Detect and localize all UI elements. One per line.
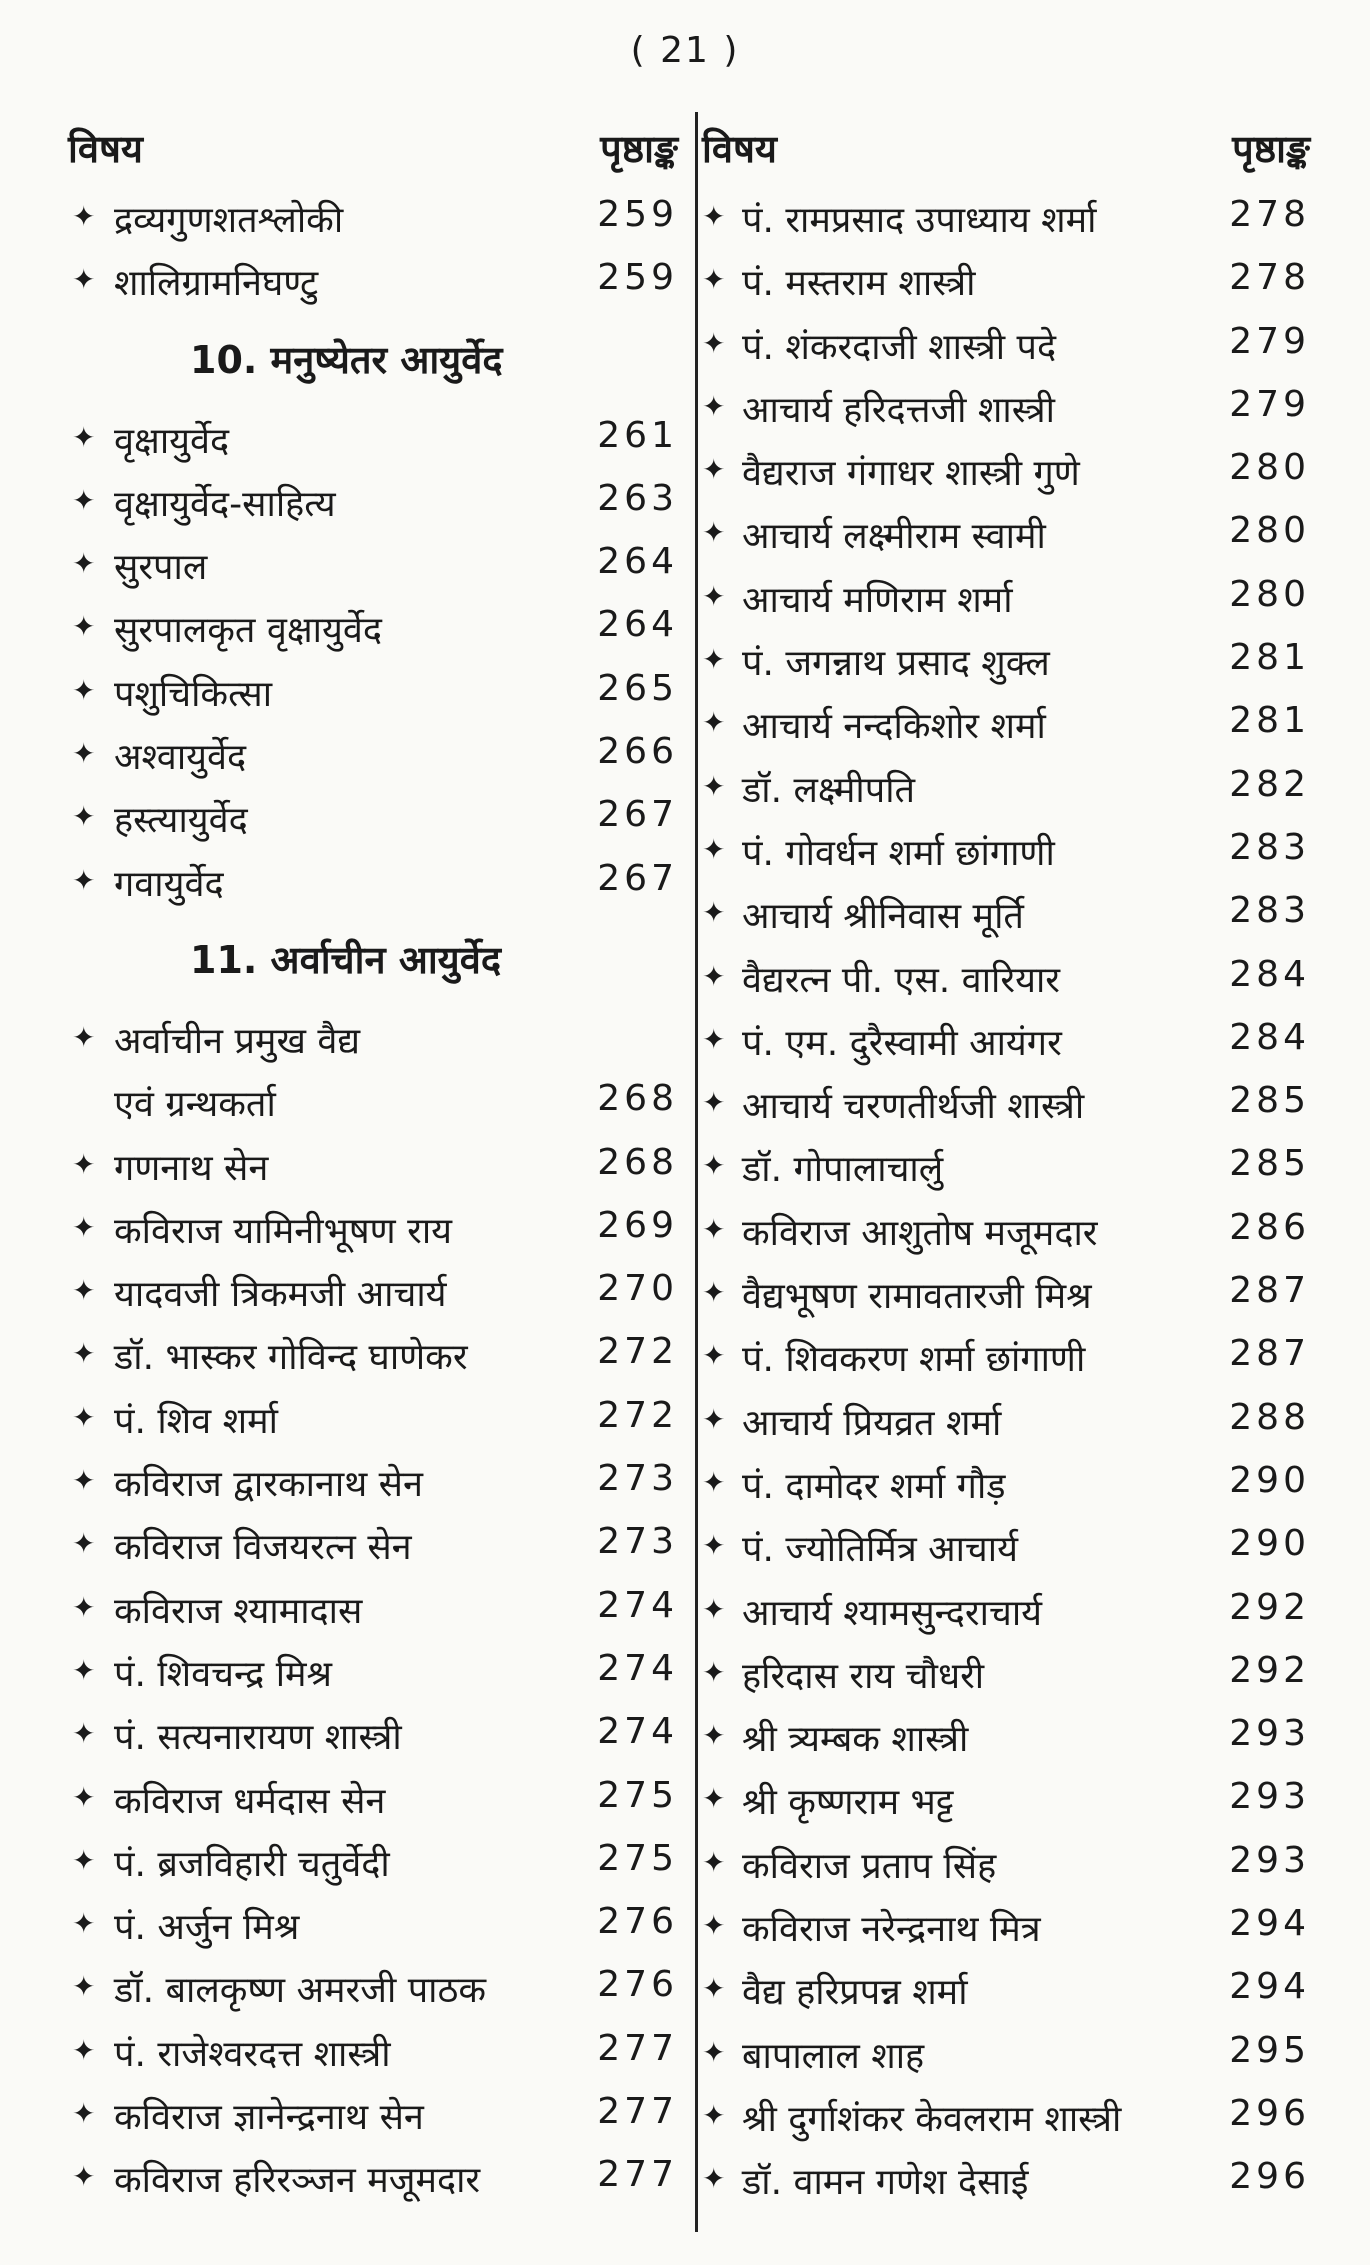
toc-entry bbox=[68, 1389, 678, 1452]
bullet-star-icon: ✦ bbox=[702, 1149, 726, 1183]
entry-page-number: 264 bbox=[597, 541, 678, 583]
entry-title: अश्वायुर्वेद bbox=[114, 737, 247, 779]
bullet-star-icon: ✦ bbox=[72, 2160, 96, 2194]
bullet-star-icon: ✦ bbox=[702, 1212, 726, 1246]
toc-entry bbox=[68, 188, 678, 251]
toc-entry bbox=[700, 884, 1310, 947]
toc-entry bbox=[700, 1834, 1310, 1897]
bullet-star-icon: ✦ bbox=[702, 896, 726, 930]
entry-title: पं. शिवकरण शर्मा छांगाणी bbox=[742, 1339, 1086, 1381]
entry-title: आचार्य श्रीनिवास मूर्ति bbox=[742, 896, 1024, 938]
entry-page-number: 270 bbox=[597, 1268, 678, 1310]
entry-title: एवं ग्रन्थकर्ता bbox=[114, 1084, 276, 1126]
right-column-header bbox=[700, 118, 1310, 188]
column-divider bbox=[695, 112, 698, 2232]
toc-entry bbox=[68, 788, 678, 851]
bullet-star-icon: ✦ bbox=[702, 389, 726, 423]
toc-entry bbox=[700, 1581, 1310, 1644]
bullet-star-icon: ✦ bbox=[72, 2097, 96, 2131]
toc-entry bbox=[68, 1579, 678, 1642]
bullet-star-icon: ✦ bbox=[72, 1147, 96, 1181]
entry-title: पं. एम. दुरैस्वामी आयंगर bbox=[742, 1022, 1062, 1064]
entry-title: डॉ. वामन गणेश देसाई bbox=[742, 2162, 1029, 2204]
entry-page-number: 277 bbox=[597, 2091, 678, 2133]
entry-title: पं. राजेश्वरदत्त शास्त्री bbox=[114, 2033, 391, 2075]
entry-page-number: 278 bbox=[1229, 257, 1310, 299]
entry-title: पं. शिव शर्मा bbox=[114, 1400, 278, 1442]
bullet-star-icon: ✦ bbox=[72, 1400, 96, 1434]
entry-page-number: 274 bbox=[597, 1647, 678, 1689]
entry-title: कविराज आशुतोष मजूमदार bbox=[742, 1212, 1098, 1254]
toc-entry bbox=[68, 1199, 678, 1262]
toc-entry bbox=[68, 1642, 678, 1705]
entry-title: पं. सत्यनारायण शास्त्री bbox=[114, 1717, 402, 1759]
entry-page-number: 277 bbox=[597, 2154, 678, 2196]
bullet-star-icon: ✦ bbox=[72, 1843, 96, 1877]
entry-page-number: 261 bbox=[597, 414, 678, 456]
entry-title: गवायुर्वेद bbox=[114, 863, 224, 905]
bullet-star-icon: ✦ bbox=[702, 1909, 726, 1943]
entry-page-number: 275 bbox=[597, 1837, 678, 1879]
toc-entry bbox=[68, 1452, 678, 1515]
entry-title: कविराज नरेन्द्रनाथ मित्र bbox=[742, 1909, 1041, 1951]
entry-page-number: 287 bbox=[1229, 1333, 1310, 1375]
toc-entry bbox=[700, 2150, 1310, 2213]
toc-entry bbox=[700, 1707, 1310, 1770]
toc-entry bbox=[68, 472, 678, 535]
bullet-star-icon: ✦ bbox=[72, 1907, 96, 1941]
entry-page-number: 290 bbox=[1229, 1459, 1310, 1501]
bullet-star-icon: ✦ bbox=[702, 1845, 726, 1879]
entry-page-number: 292 bbox=[1229, 1586, 1310, 1628]
entry-page-number: 278 bbox=[1229, 194, 1310, 235]
toc-entry bbox=[68, 1895, 678, 1958]
bullet-star-icon: ✦ bbox=[702, 1972, 726, 2006]
toc-entry bbox=[68, 1515, 678, 1578]
bullet-star-icon: ✦ bbox=[702, 832, 726, 866]
entry-page-number: 285 bbox=[1229, 1080, 1310, 1122]
bullet-star-icon: ✦ bbox=[702, 1592, 726, 1626]
toc-entry bbox=[68, 1958, 678, 2021]
entry-page-number: 280 bbox=[1229, 510, 1310, 552]
entry-title: आचार्य नन्दकिशोर शर्मा bbox=[742, 706, 1046, 748]
entry-page-number: 276 bbox=[597, 1964, 678, 2006]
entry-title: आचार्य चरणतीर्थजी शास्त्री bbox=[742, 1086, 1085, 1128]
entry-page-number: 274 bbox=[597, 1711, 678, 1753]
entry-title: हस्त्यायुर्वेद bbox=[114, 800, 248, 842]
entry-title: वृक्षायुर्वेद bbox=[114, 420, 230, 462]
toc-entry bbox=[68, 2022, 678, 2085]
bullet-star-icon: ✦ bbox=[702, 1086, 726, 1120]
bullet-star-icon: ✦ bbox=[72, 1970, 96, 2004]
toc-entry bbox=[68, 1009, 678, 1072]
entry-title: कविराज द्वारकानाथ सेन bbox=[114, 1464, 423, 1506]
toc-entry bbox=[68, 251, 678, 314]
entry-page-number: 279 bbox=[1229, 383, 1310, 425]
entry-title: पं. जगन्नाथ प्रसाद शुक्ल bbox=[742, 643, 1050, 685]
entry-title: डॉ. बालकृष्ण अमरजी पाठक bbox=[114, 1970, 487, 2012]
bullet-star-icon: ✦ bbox=[72, 2033, 96, 2067]
entry-title: अर्वाचीन प्रमुख वैद्य bbox=[114, 1020, 361, 1062]
toc-entry bbox=[700, 188, 1310, 251]
toc-entry bbox=[700, 2024, 1310, 2087]
toc-entry bbox=[68, 1769, 678, 1832]
entry-title: पं. रामप्रसाद उपाध्याय शर्मा bbox=[742, 200, 1097, 241]
entry-title: वैद्य हरिप्रपन्न शर्मा bbox=[742, 1972, 968, 2014]
entry-title: गणनाथ सेन bbox=[114, 1147, 269, 1189]
toc-entry bbox=[68, 1262, 678, 1325]
entry-page-number: 273 bbox=[597, 1458, 678, 1500]
bullet-star-icon: ✦ bbox=[72, 1590, 96, 1624]
toc-entry bbox=[700, 1391, 1310, 1454]
entry-page-number: 268 bbox=[597, 1078, 678, 1120]
bullet-star-icon: ✦ bbox=[702, 453, 726, 487]
toc-entry bbox=[68, 598, 678, 661]
entry-title: बापालाल शाह bbox=[742, 2035, 925, 2077]
bullet-star-icon: ✦ bbox=[702, 326, 726, 360]
entry-title: पं. शंकरदाजी शास्त्री पदे bbox=[742, 326, 1057, 368]
entry-title: कविराज श्यामादास bbox=[114, 1590, 363, 1632]
toc-entry bbox=[700, 251, 1310, 314]
bullet-star-icon: ✦ bbox=[72, 547, 96, 581]
subject-heading: विषय bbox=[702, 127, 777, 171]
entry-page-number: 272 bbox=[597, 1394, 678, 1436]
toc-entry bbox=[68, 409, 678, 472]
bullet-star-icon: ✦ bbox=[72, 420, 96, 454]
bullet-star-icon: ✦ bbox=[702, 1465, 726, 1499]
section-heading bbox=[68, 915, 678, 1009]
entry-page-number: 286 bbox=[1229, 1206, 1310, 1248]
entry-page-number: 293 bbox=[1229, 1776, 1310, 1818]
toc-entry bbox=[700, 1074, 1310, 1137]
entry-page-number: 294 bbox=[1229, 1966, 1310, 2008]
section-title: 11. अर्वाचीन आयुर्वेद bbox=[190, 937, 502, 982]
toc-entry bbox=[700, 2087, 1310, 2150]
entry-title: पं. गोवर्धन शर्मा छांगाणी bbox=[742, 832, 1055, 874]
bullet-star-icon: ✦ bbox=[702, 1276, 726, 1310]
entry-title: वैद्यभूषण रामावतारजी मिश्र bbox=[742, 1276, 1092, 1318]
entry-page-number: 267 bbox=[597, 794, 678, 836]
entry-page-number: 263 bbox=[597, 477, 678, 519]
section-heading bbox=[68, 315, 678, 409]
entry-page-number: 288 bbox=[1229, 1396, 1310, 1438]
entry-title: पं. ज्योतिर्मित्र आचार्य bbox=[742, 1529, 1018, 1571]
entry-title: द्रव्यगुणशतश्लोकी bbox=[114, 200, 344, 241]
toc-entry bbox=[700, 568, 1310, 631]
entry-page-number: 283 bbox=[1229, 826, 1310, 868]
bullet-star-icon: ✦ bbox=[702, 1339, 726, 1373]
toc-entry bbox=[700, 1264, 1310, 1327]
entry-title: आचार्य हरिदत्तजी शास्त्री bbox=[742, 389, 1055, 431]
bullet-star-icon: ✦ bbox=[702, 1782, 726, 1816]
section-title: 10. मनुष्येतर आयुर्वेद bbox=[190, 337, 503, 382]
toc-entry bbox=[700, 315, 1310, 378]
bullet-star-icon: ✦ bbox=[72, 1527, 96, 1561]
entry-title: डॉ. गोपालाचार्लु bbox=[742, 1149, 944, 1191]
entry-title: पं. मस्तराम शास्त्री bbox=[742, 263, 976, 305]
entry-title: डॉ. लक्ष्मीपति bbox=[742, 769, 916, 811]
entry-title: आचार्य लक्ष्मीराम स्वामी bbox=[742, 516, 1046, 558]
entry-page-number: 287 bbox=[1229, 1270, 1310, 1312]
entry-title: श्री कृष्णराम भट्ट bbox=[742, 1782, 954, 1824]
entry-page-number: 279 bbox=[1229, 320, 1310, 362]
toc-entry bbox=[68, 1072, 678, 1135]
toc-entry bbox=[700, 1454, 1310, 1517]
entry-page-number: 296 bbox=[1229, 2156, 1310, 2198]
toc-entry bbox=[700, 504, 1310, 567]
entry-title: कविराज धर्मदास सेन bbox=[114, 1780, 386, 1822]
toc-entry bbox=[700, 1517, 1310, 1580]
left-column bbox=[68, 118, 678, 2212]
toc-entry bbox=[700, 631, 1310, 694]
entry-title: सुरपाल bbox=[114, 547, 208, 589]
bullet-star-icon: ✦ bbox=[72, 610, 96, 644]
entry-page-number: 281 bbox=[1229, 637, 1310, 679]
toc-entry bbox=[700, 1137, 1310, 1200]
page-heading: पृष्ठाङ्क bbox=[600, 127, 678, 171]
entry-title: कविराज हरिरञ्जन मजूमदार bbox=[114, 2160, 481, 2202]
subject-heading: विषय bbox=[68, 127, 143, 171]
entry-page-number: 276 bbox=[597, 1901, 678, 1943]
bullet-star-icon: ✦ bbox=[702, 1719, 726, 1753]
entry-title: आचार्य प्रियव्रत शर्मा bbox=[742, 1402, 1002, 1444]
bullet-star-icon: ✦ bbox=[702, 959, 726, 993]
toc-entry bbox=[68, 662, 678, 725]
entry-title: आचार्य श्यामसुन्दराचार्य bbox=[742, 1592, 1043, 1634]
bullet-star-icon: ✦ bbox=[72, 1717, 96, 1751]
bullet-star-icon: ✦ bbox=[72, 1020, 96, 1054]
bullet-star-icon: ✦ bbox=[72, 200, 96, 233]
entry-page-number: 292 bbox=[1229, 1649, 1310, 1691]
entry-title: श्री त्र्यम्बक शास्त्री bbox=[742, 1719, 969, 1761]
entry-page-number: 259 bbox=[597, 194, 678, 235]
entry-title: कविराज यामिनीभूषण राय bbox=[114, 1210, 453, 1252]
bullet-star-icon: ✦ bbox=[72, 863, 96, 897]
bullet-star-icon: ✦ bbox=[72, 1274, 96, 1308]
entry-page-number: 284 bbox=[1229, 953, 1310, 995]
page-heading: पृष्ठाङ्क bbox=[1232, 127, 1310, 171]
toc-entry bbox=[700, 1327, 1310, 1390]
toc-entry bbox=[700, 948, 1310, 1011]
entry-title: कविराज प्रताप सिंह bbox=[742, 1845, 997, 1887]
entry-page-number: 285 bbox=[1229, 1143, 1310, 1185]
entry-page-number: 268 bbox=[597, 1141, 678, 1183]
bullet-star-icon: ✦ bbox=[702, 1402, 726, 1436]
entry-page-number: 275 bbox=[597, 1774, 678, 1816]
bullet-star-icon: ✦ bbox=[72, 1337, 96, 1371]
entry-title: डॉ. भास्कर गोविन्द घाणेकर bbox=[114, 1337, 468, 1379]
toc-entry bbox=[68, 852, 678, 915]
toc-entry bbox=[700, 1644, 1310, 1707]
left-column-header bbox=[68, 118, 678, 188]
bullet-star-icon: ✦ bbox=[702, 1529, 726, 1563]
entry-title: वृक्षायुर्वेद-साहित्य bbox=[114, 483, 336, 525]
bullet-star-icon: ✦ bbox=[72, 673, 96, 707]
entry-page-number: 265 bbox=[597, 667, 678, 709]
bullet-star-icon: ✦ bbox=[72, 483, 96, 517]
entry-page-number: 281 bbox=[1229, 700, 1310, 742]
entry-page-number: 272 bbox=[597, 1331, 678, 1373]
entry-page-number: 293 bbox=[1229, 1839, 1310, 1881]
bullet-star-icon: ✦ bbox=[702, 2162, 726, 2196]
bullet-star-icon: ✦ bbox=[72, 263, 96, 297]
toc-entry bbox=[68, 2148, 678, 2211]
entry-title: वैद्यरत्न पी. एस. वारियार bbox=[742, 959, 1061, 1001]
right-column bbox=[700, 118, 1310, 2214]
entry-page-number: 269 bbox=[597, 1204, 678, 1246]
entry-page-number: 282 bbox=[1229, 763, 1310, 805]
bullet-star-icon: ✦ bbox=[702, 1655, 726, 1689]
entry-title: हरिदास राय चौधरी bbox=[742, 1655, 985, 1697]
entry-title: पं. दामोदर शर्मा गौड़ bbox=[742, 1465, 1006, 1507]
toc-entry bbox=[68, 1832, 678, 1895]
entry-page-number: 259 bbox=[597, 257, 678, 299]
entry-title: शालिग्रामनिघण्टु bbox=[114, 263, 319, 305]
entry-title: कविराज ज्ञानेन्द्रनाथ सेन bbox=[114, 2097, 424, 2139]
toc-entry bbox=[700, 378, 1310, 441]
toc-entry bbox=[700, 821, 1310, 884]
entry-page-number: 264 bbox=[597, 604, 678, 646]
entry-title: पं. अर्जुन मिश्र bbox=[114, 1907, 300, 1949]
entry-title: वैद्यराज गंगाधर शास्त्री गुणे bbox=[742, 453, 1080, 495]
entry-page-number: 295 bbox=[1229, 2029, 1310, 2071]
toc-entry bbox=[68, 535, 678, 598]
entry-page-number: 293 bbox=[1229, 1713, 1310, 1755]
entry-title: सुरपालकृत वृक्षायुर्वेद bbox=[114, 610, 383, 652]
bullet-star-icon: ✦ bbox=[72, 800, 96, 834]
toc-entry bbox=[700, 1897, 1310, 1960]
entry-page-number: 280 bbox=[1229, 447, 1310, 489]
bullet-star-icon: ✦ bbox=[72, 1210, 96, 1244]
toc-entry bbox=[700, 1960, 1310, 2023]
toc-entry bbox=[700, 1770, 1310, 1833]
bullet-star-icon: ✦ bbox=[72, 1780, 96, 1814]
entry-page-number: 284 bbox=[1229, 1016, 1310, 1058]
entry-title: आचार्य मणिराम शर्मा bbox=[742, 579, 1013, 621]
page-number: ( 21 ) bbox=[630, 30, 740, 71]
bullet-star-icon: ✦ bbox=[702, 769, 726, 803]
entry-title: श्री दुर्गाशंकर केवलराम शास्त्री bbox=[742, 2098, 1122, 2140]
entry-title: पं. शिवचन्द्र मिश्र bbox=[114, 1653, 333, 1695]
bullet-star-icon: ✦ bbox=[702, 643, 726, 677]
entry-page-number: 273 bbox=[597, 1521, 678, 1563]
toc-entry bbox=[700, 1201, 1310, 1264]
bullet-star-icon: ✦ bbox=[72, 1653, 96, 1687]
entry-title: यादवजी त्रिकमजी आचार्य bbox=[114, 1274, 447, 1316]
toc-entry bbox=[68, 725, 678, 788]
entry-page-number: 296 bbox=[1229, 2092, 1310, 2134]
toc-entry bbox=[700, 694, 1310, 757]
bullet-star-icon: ✦ bbox=[702, 579, 726, 613]
toc-entry bbox=[68, 2085, 678, 2148]
bullet-star-icon: ✦ bbox=[702, 263, 726, 297]
bullet-star-icon: ✦ bbox=[72, 1464, 96, 1498]
toc-entry bbox=[700, 1011, 1310, 1074]
left-entry-list bbox=[68, 188, 678, 2212]
entry-page-number: 294 bbox=[1229, 1903, 1310, 1945]
bullet-star-icon: ✦ bbox=[702, 200, 726, 233]
right-entry-list bbox=[700, 188, 1310, 2214]
entry-page-number: 283 bbox=[1229, 890, 1310, 932]
bullet-star-icon: ✦ bbox=[702, 516, 726, 550]
toc-entry bbox=[68, 1705, 678, 1768]
entry-page-number: 277 bbox=[597, 2027, 678, 2069]
entry-title: पशुचिकित्सा bbox=[114, 673, 273, 715]
entry-page-number: 267 bbox=[597, 857, 678, 899]
toc-entry bbox=[700, 758, 1310, 821]
toc-entry bbox=[68, 1325, 678, 1388]
entry-page-number: 274 bbox=[597, 1584, 678, 1626]
entry-page-number: 266 bbox=[597, 731, 678, 773]
toc-entry bbox=[68, 1136, 678, 1199]
entry-title: कविराज विजयरत्न सेन bbox=[114, 1527, 412, 1569]
entry-page-number: 280 bbox=[1229, 573, 1310, 615]
bullet-star-icon: ✦ bbox=[72, 737, 96, 771]
bullet-star-icon: ✦ bbox=[702, 2035, 726, 2069]
bullet-star-icon: ✦ bbox=[702, 706, 726, 740]
entry-page-number: 290 bbox=[1229, 1523, 1310, 1565]
entry-title: पं. ब्रजविहारी चतुर्वेदी bbox=[114, 1843, 390, 1885]
toc-entry bbox=[700, 441, 1310, 504]
bullet-star-icon: ✦ bbox=[702, 1022, 726, 1056]
bullet-star-icon: ✦ bbox=[702, 2098, 726, 2132]
